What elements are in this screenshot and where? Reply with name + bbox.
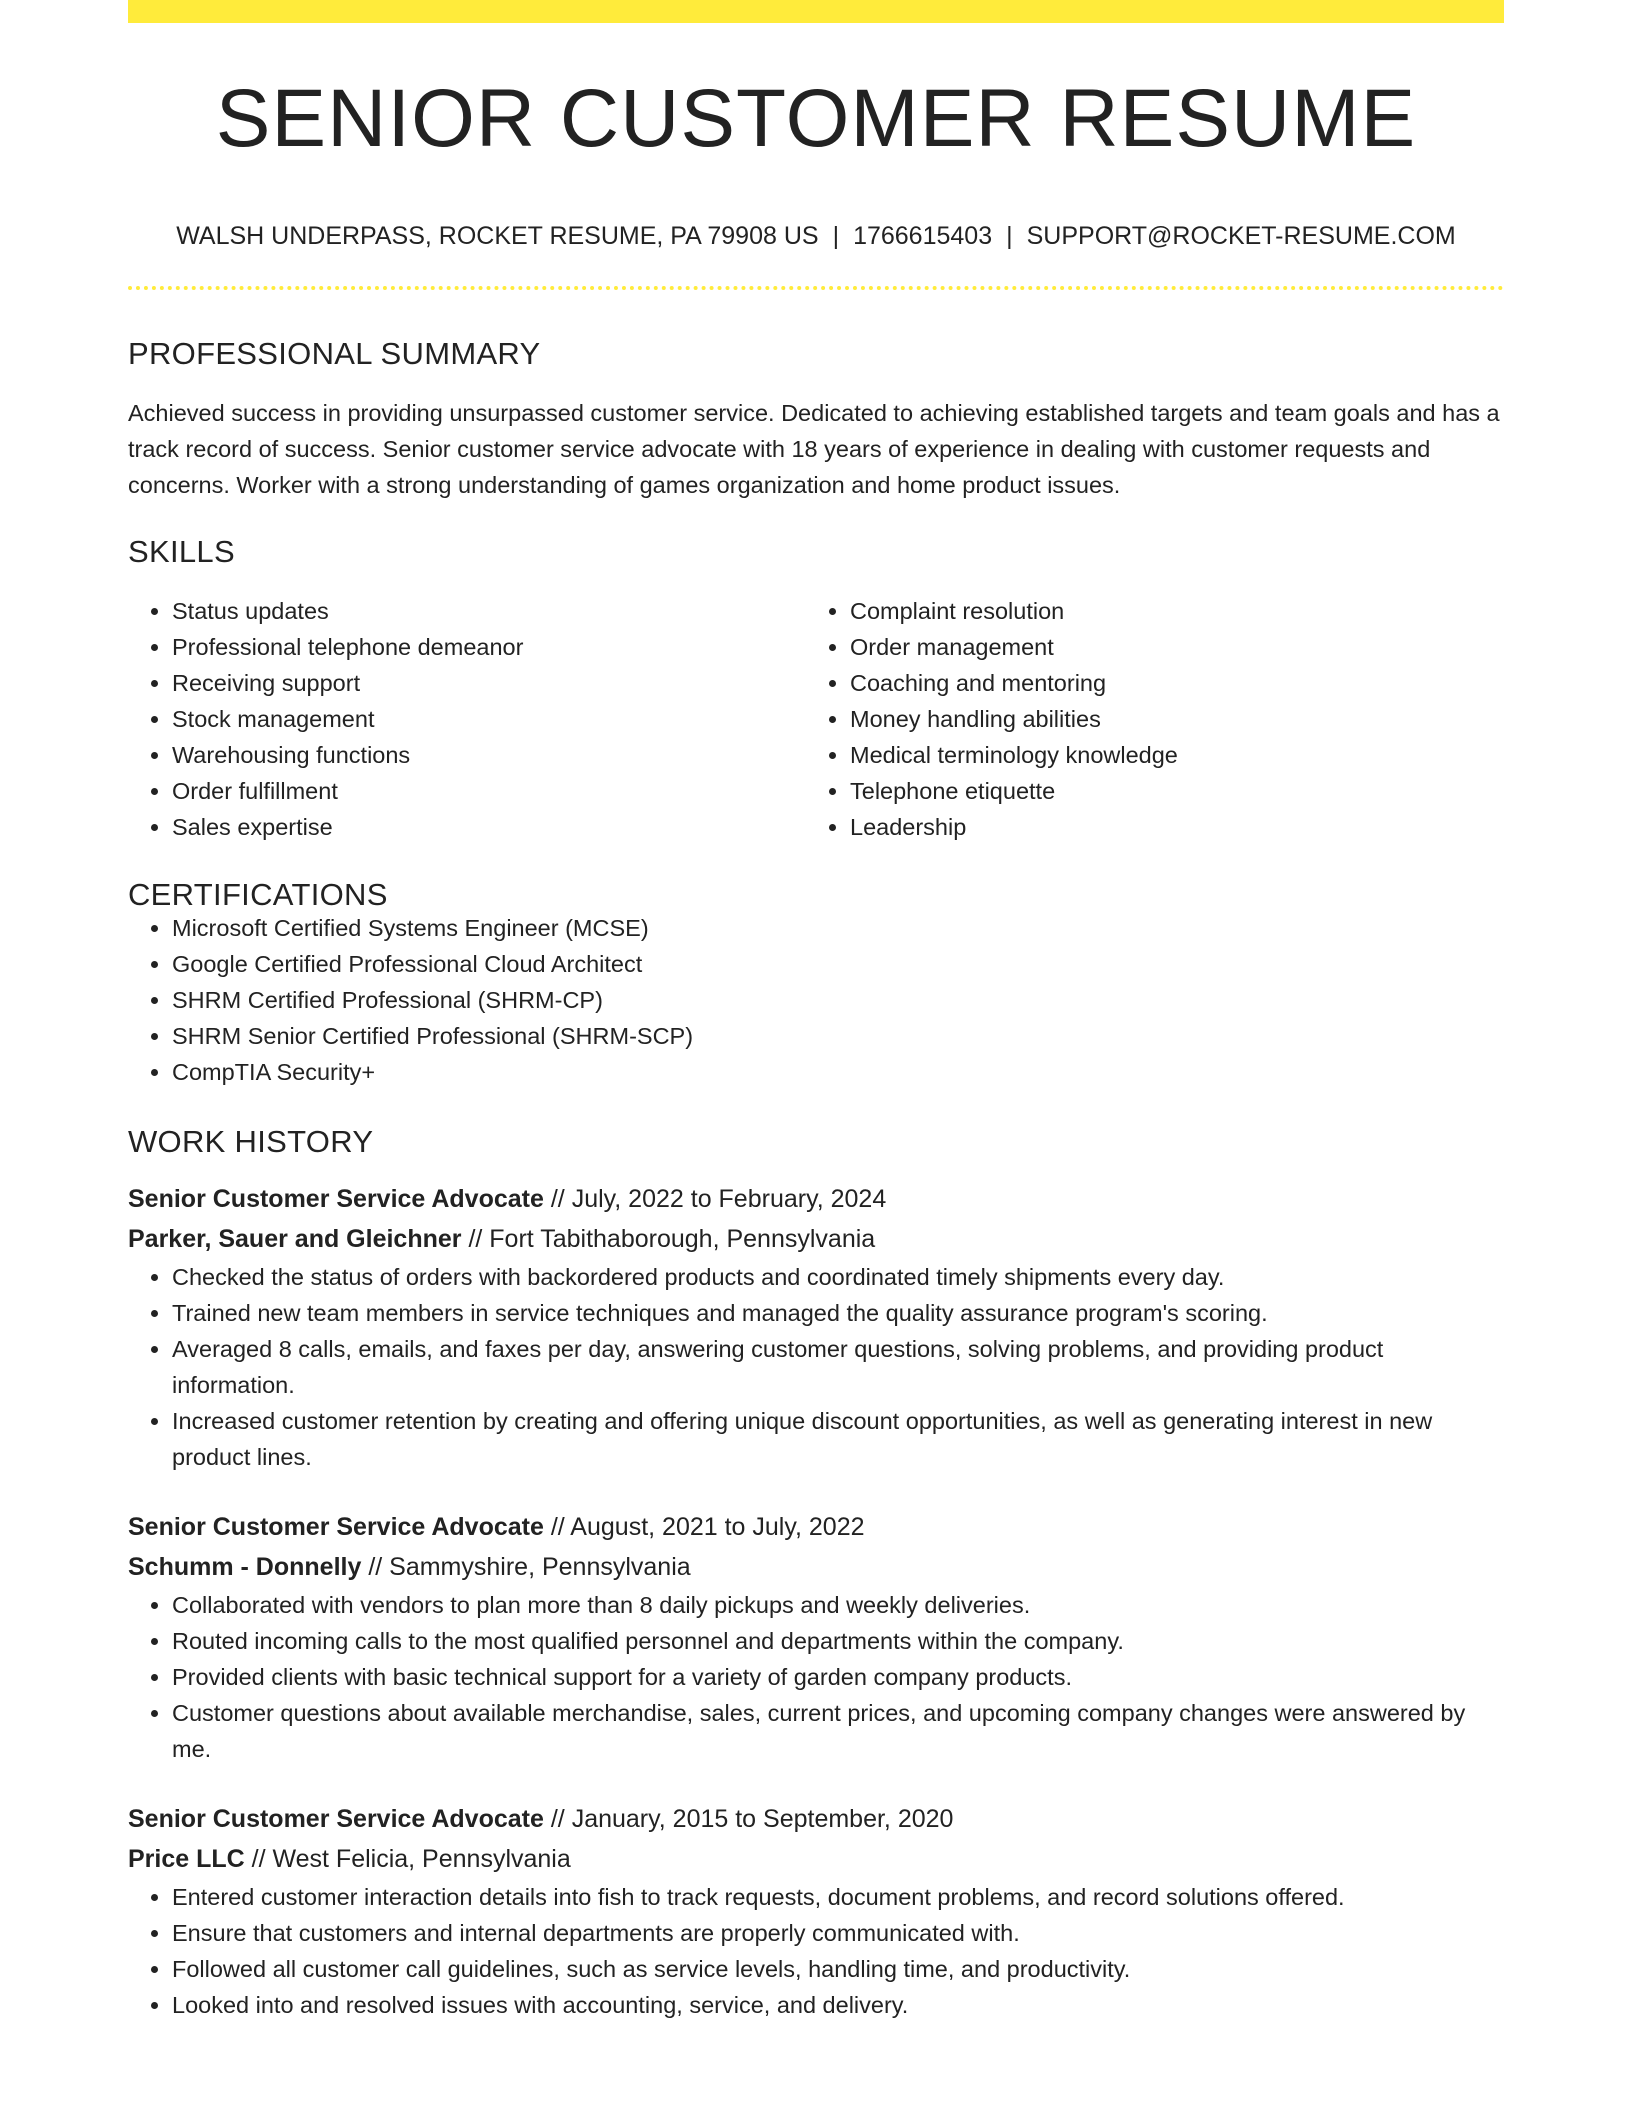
- resume-page: [128, 0, 1504, 2023]
- summary-text: Achieved success in providing unsurpassed customer service. Dedicated to achieving established targets and team goals and has a track record of success. Senior customer service advocate with 18 years of experience in dealing with customer requests and concerns. Worker with a strong understanding of games organization and home product issues.: [128, 400, 1500, 498]
- job-bullets: [128, 1259, 1504, 1475]
- certifications-heading: CERTIFICATIONS: [128, 877, 388, 912]
- job-company-line: [128, 1547, 1504, 1587]
- job-entry: [128, 1507, 1504, 1767]
- certification-item: • Google Certified Professional Cloud Architect: [172, 946, 1504, 982]
- top-accent-bar: [128, 0, 1504, 23]
- job-dates: // July, 2022 to February, 2024: [543, 1185, 887, 1213]
- certification-item: • SHRM Certified Professional (SHRM-CP): [172, 982, 1504, 1018]
- job-bullet: • Checked the status of orders with backordered products and coordinated timely shipments every day.: [172, 1259, 1504, 1295]
- dotted-divider: [128, 286, 1504, 290]
- skill-item: • Stock management: [172, 701, 806, 737]
- job-company: Parker, Sauer and Gleichner: [128, 1225, 462, 1253]
- job-dates: // January, 2015 to September, 2020: [543, 1805, 954, 1833]
- summary-heading: PROFESSIONAL SUMMARY: [128, 336, 541, 371]
- skill-item: • Telephone etiquette: [850, 773, 1484, 809]
- job-entry: [128, 1799, 1504, 2023]
- job-bullets: [128, 1587, 1504, 1767]
- job-company-line: [128, 1219, 1504, 1259]
- contact-phone: 1766615403: [853, 222, 993, 250]
- contact-line: [128, 224, 1504, 249]
- skill-item: • Money handling abilities: [850, 701, 1484, 737]
- job-company: Price LLC: [128, 1845, 245, 1873]
- job-company: Schumm - Donnelly: [128, 1553, 362, 1581]
- skill-item: • Coaching and mentoring: [850, 665, 1484, 701]
- skill-item: • Warehousing functions: [172, 737, 806, 773]
- job-location: // Sammyshire, Pennsylvania: [361, 1553, 691, 1581]
- skills-heading: SKILLS: [128, 534, 235, 569]
- job-title-line: [128, 1799, 1504, 1839]
- job-entry: [128, 1179, 1504, 1475]
- job-bullet: • Customer questions about available merchandise, sales, current prices, and upcoming company changes were answered by me.: [172, 1695, 1504, 1767]
- skill-item: • Order fulfillment: [172, 773, 806, 809]
- skill-item: • Receiving support: [172, 665, 806, 701]
- job-title: Senior Customer Service Advocate: [128, 1185, 544, 1213]
- job-location: // Fort Tabithaborough, Pennsylvania: [461, 1225, 876, 1253]
- skill-item: • Status updates: [172, 593, 806, 629]
- skill-item: • Professional telephone demeanor: [172, 629, 806, 665]
- contact-address: WALSH UNDERPASS, ROCKET RESUME, PA 79908 US: [176, 222, 819, 250]
- skills-list: [128, 593, 1504, 845]
- job-title: Senior Customer Service Advocate: [128, 1513, 544, 1541]
- job-bullet: • Averaged 8 calls, emails, and faxes per day, answering customer questions, solving problems, and providing product information.: [172, 1331, 1504, 1403]
- job-bullet: • Routed incoming calls to the most qualified personnel and departments within the company.: [172, 1623, 1504, 1659]
- resume-title: SENIOR CUSTOMER RESUME: [215, 73, 1417, 164]
- job-location: // West Felicia, Pennsylvania: [244, 1845, 571, 1873]
- certifications-list: [128, 910, 1504, 1090]
- work-history-heading: WORK HISTORY: [128, 1124, 374, 1159]
- skill-item: • Complaint resolution: [850, 593, 1484, 629]
- skills-left-column: [128, 593, 806, 845]
- job-bullet: • Increased customer retention by creating and offering unique discount opportunities, as well as generating interest in new product lines.: [172, 1403, 1504, 1475]
- skill-item: • Order management: [850, 629, 1484, 665]
- certification-item: • CompTIA Security+: [172, 1054, 1504, 1090]
- job-company-line: [128, 1839, 1504, 1879]
- job-bullet: • Looked into and resolved issues with accounting, service, and delivery.: [172, 1987, 1504, 2023]
- skill-item: • Leadership: [850, 809, 1484, 845]
- contact-separator: |: [1006, 222, 1013, 250]
- job-bullet: • Entered customer interaction details into fish to track requests, document problems, and record solutions offered.: [172, 1879, 1504, 1915]
- skills-right-column: [806, 593, 1484, 845]
- job-bullet: • Followed all customer call guidelines, such as service levels, handling time, and productivity.: [172, 1951, 1504, 1987]
- skill-item: • Medical terminology knowledge: [850, 737, 1484, 773]
- skill-item: • Sales expertise: [172, 809, 806, 845]
- contact-email: SUPPORT@ROCKET-RESUME.COM: [1026, 222, 1456, 250]
- certification-item: • SHRM Senior Certified Professional (SHRM-SCP): [172, 1018, 1504, 1054]
- job-dates: // August, 2021 to July, 2022: [543, 1513, 865, 1541]
- job-bullets: [128, 1879, 1504, 2023]
- certification-item: • Microsoft Certified Systems Engineer (MCSE): [172, 910, 1504, 946]
- job-title-line: [128, 1179, 1504, 1219]
- job-bullet: • Provided clients with basic technical support for a variety of garden company products.: [172, 1659, 1504, 1695]
- job-bullet: • Trained new team members in service techniques and managed the quality assurance program's scoring.: [172, 1295, 1504, 1331]
- job-bullet: • Collaborated with vendors to plan more than 8 daily pickups and weekly deliveries.: [172, 1587, 1504, 1623]
- job-title-line: [128, 1507, 1504, 1547]
- job-title: Senior Customer Service Advocate: [128, 1805, 544, 1833]
- job-bullet: • Ensure that customers and internal departments are properly communicated with.: [172, 1915, 1504, 1951]
- contact-separator: |: [832, 222, 840, 250]
